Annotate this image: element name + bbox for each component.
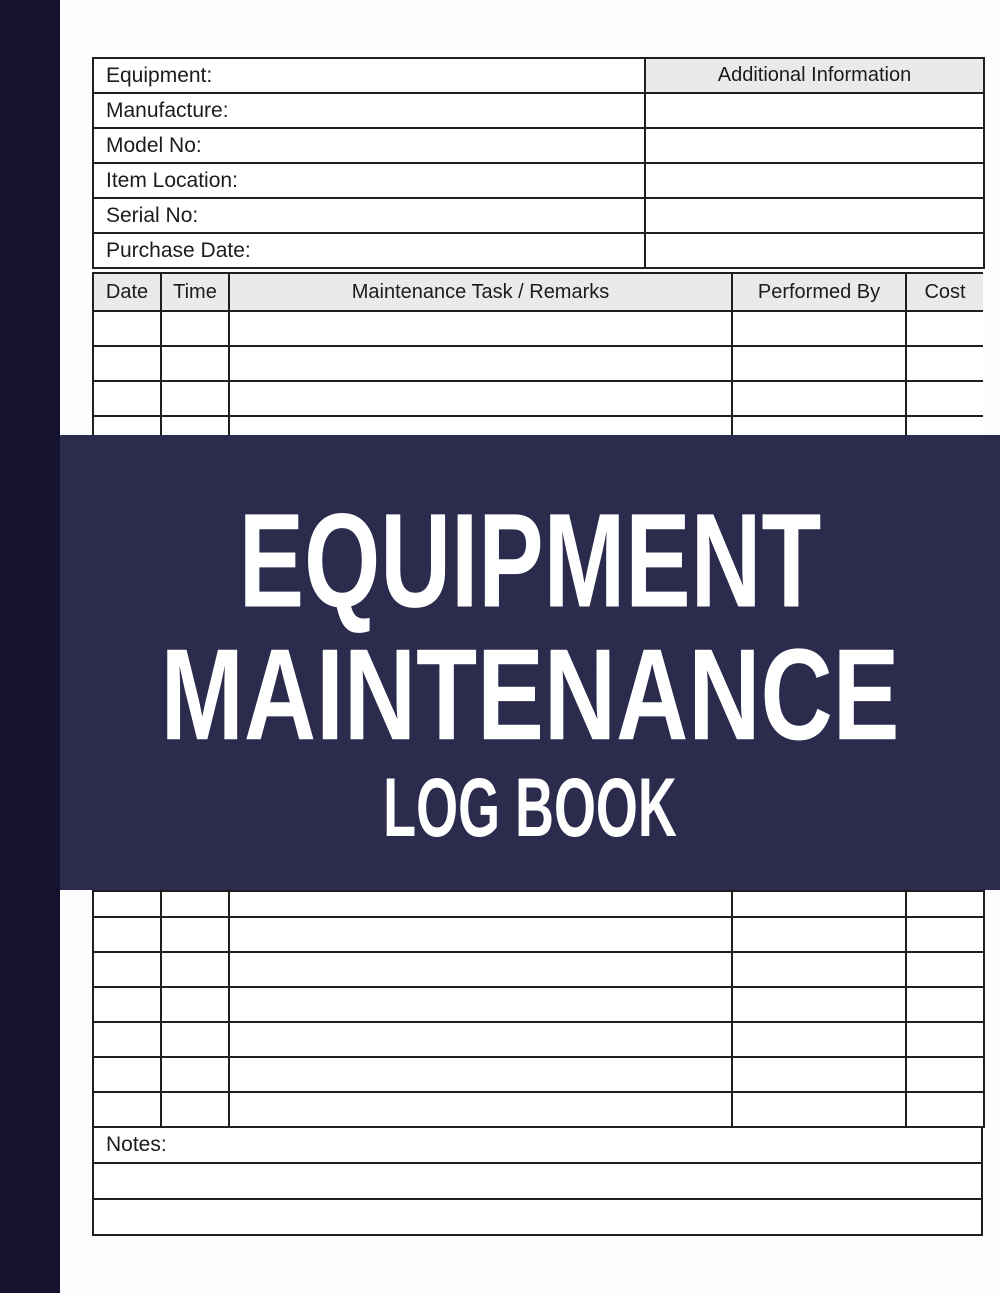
empty-cell (161, 891, 229, 917)
maintenance-log-table-top (92, 272, 983, 435)
notes-row (93, 1199, 982, 1235)
notes-row (93, 1127, 982, 1163)
empty-cell (906, 1057, 984, 1092)
empty-cell (229, 987, 732, 1022)
empty-cell (906, 1022, 984, 1057)
empty-cell (161, 311, 229, 346)
empty-cell (93, 1022, 161, 1057)
info-row (93, 58, 984, 93)
empty-cell (732, 952, 906, 987)
info-label-item-location: Item Location: (93, 163, 645, 198)
info-label-purchase-date: Purchase Date: (93, 233, 645, 268)
additional-information-header: Additional Information (645, 58, 984, 93)
title-banner (60, 435, 1000, 890)
equipment-info-table (92, 57, 985, 269)
empty-cell (161, 346, 229, 381)
empty-cell (93, 1092, 161, 1127)
empty-cell (161, 1092, 229, 1127)
col-header-date: Date (93, 273, 161, 311)
log-row (93, 917, 984, 952)
empty-cell (229, 311, 732, 346)
empty-cell (93, 416, 161, 435)
empty-cell (906, 311, 983, 346)
empty-cell (93, 1199, 982, 1235)
empty-cell (93, 891, 161, 917)
notes-section (92, 1126, 983, 1236)
col-header-cost: Cost (906, 273, 983, 311)
empty-cell (906, 987, 984, 1022)
log-row (93, 952, 984, 987)
empty-cell (93, 311, 161, 346)
info-label-equipment: Equipment: (93, 58, 645, 93)
empty-cell (732, 1057, 906, 1092)
info-row (93, 163, 984, 198)
empty-cell (732, 346, 906, 381)
empty-cell (906, 416, 983, 435)
empty-cell (229, 416, 732, 435)
log-row (93, 381, 983, 416)
empty-cell (161, 416, 229, 435)
empty-cell (161, 952, 229, 987)
log-row (93, 311, 983, 346)
info-row (93, 198, 984, 233)
empty-cell (229, 952, 732, 987)
info-row (93, 93, 984, 128)
empty-cell (229, 381, 732, 416)
empty-cell (161, 381, 229, 416)
log-row (93, 416, 983, 435)
title-line-equipment: EQUIPMENT (238, 485, 822, 637)
empty-cell (93, 917, 161, 952)
empty-cell (93, 1057, 161, 1092)
empty-cell (161, 917, 229, 952)
empty-cell (229, 1022, 732, 1057)
empty-cell (229, 1092, 732, 1127)
info-label-manufacture: Manufacture: (93, 93, 645, 128)
log-row (93, 987, 984, 1022)
col-header-performed-by: Performed By (732, 273, 906, 311)
log-row (93, 1057, 984, 1092)
empty-cell (732, 381, 906, 416)
info-row (93, 128, 984, 163)
log-row (93, 346, 983, 381)
empty-cell (906, 891, 984, 917)
empty-cell (906, 917, 984, 952)
empty-cell (161, 987, 229, 1022)
book-spine (0, 0, 60, 1293)
log-row (93, 891, 984, 917)
empty-cell (645, 93, 984, 128)
log-row (93, 1022, 984, 1057)
empty-cell (906, 346, 983, 381)
empty-cell (161, 1022, 229, 1057)
empty-cell (645, 198, 984, 233)
maintenance-log-table-bottom (92, 890, 985, 1128)
empty-cell (732, 1092, 906, 1127)
empty-cell (732, 917, 906, 952)
title-line-maintenance: MAINTENANCE (160, 622, 900, 768)
empty-cell (93, 987, 161, 1022)
notes-label: Notes: (93, 1127, 982, 1163)
empty-cell (229, 891, 732, 917)
empty-cell (732, 311, 906, 346)
empty-cell (229, 917, 732, 952)
empty-cell (732, 1022, 906, 1057)
empty-cell (93, 346, 161, 381)
empty-cell (906, 952, 984, 987)
info-label-serial-no: Serial No: (93, 198, 645, 233)
empty-cell (906, 1092, 984, 1127)
log-header-row (93, 273, 983, 311)
empty-cell (93, 1163, 982, 1199)
notes-row (93, 1163, 982, 1199)
empty-cell (732, 416, 906, 435)
empty-cell (645, 128, 984, 163)
empty-cell (645, 163, 984, 198)
empty-cell (732, 891, 906, 917)
empty-cell (229, 1057, 732, 1092)
title-line-log-book: LOG BOOK (383, 761, 677, 855)
col-header-time: Time (161, 273, 229, 311)
log-table-upper-section (92, 272, 983, 435)
log-row (93, 1092, 984, 1127)
empty-cell (732, 987, 906, 1022)
empty-cell (229, 346, 732, 381)
empty-cell (906, 381, 983, 416)
empty-cell (645, 233, 984, 268)
empty-cell (93, 952, 161, 987)
col-header-task-remarks: Maintenance Task / Remarks (229, 273, 732, 311)
info-label-model-no: Model No: (93, 128, 645, 163)
empty-cell (93, 381, 161, 416)
info-row (93, 233, 984, 268)
empty-cell (161, 1057, 229, 1092)
